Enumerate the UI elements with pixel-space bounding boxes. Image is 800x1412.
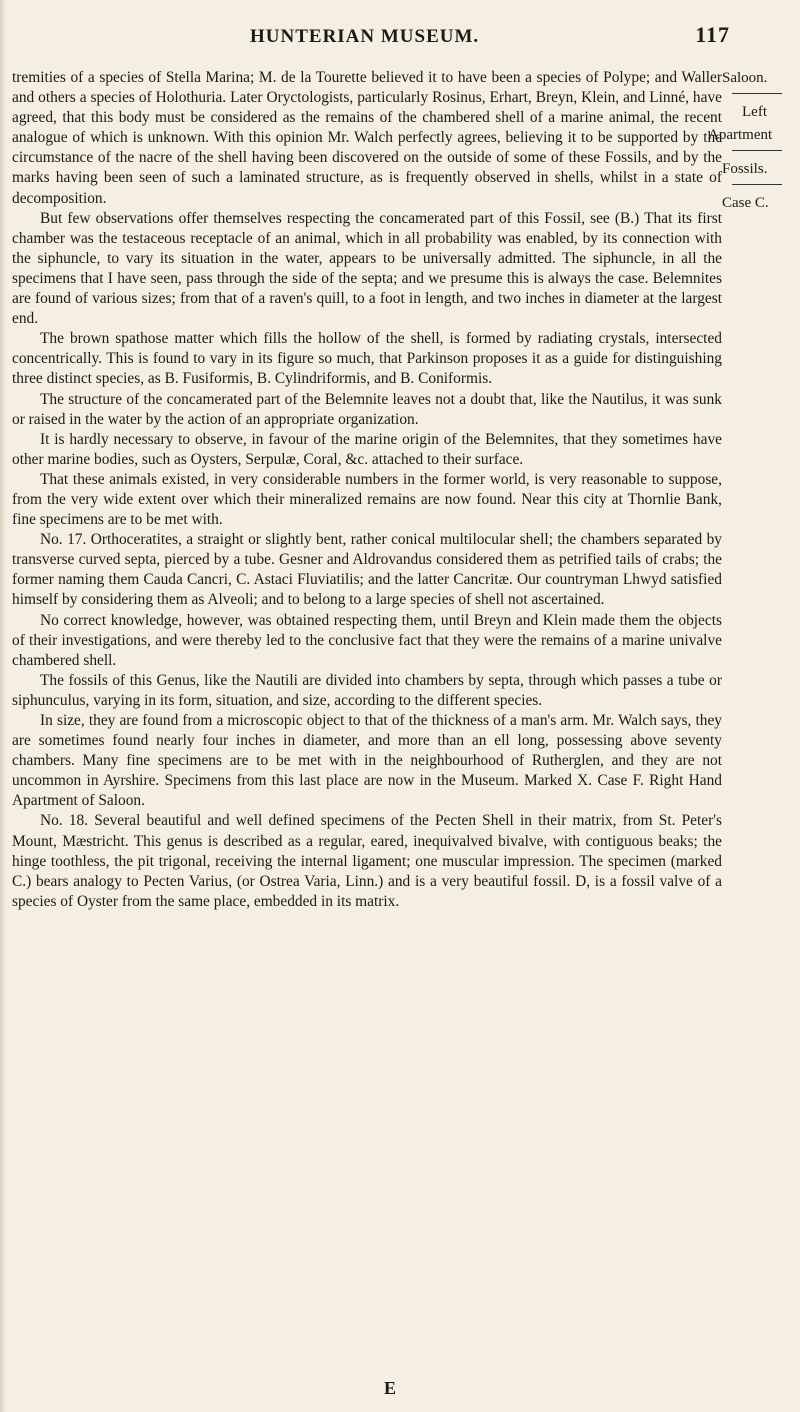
page-gutter-shadow — [0, 0, 6, 1412]
paragraph: No. 17. Orthoceratites, a straight or slightly bent, rather conical multilocular shell; the chambers separated by transverse curved septa, pierced by a tube. Gesner and Aldrovandus considered them as petrified tails of crabs; the former naming them Cauda Cancri, C. Astaci Fluviatilis; and the latter Cancritæ. Our countryman Lhwyd satisfied himself by considering them as Alveoli; and to belong to a large species of shell not ascertained. — [12, 531, 722, 609]
margin-note-apartment: Apartment — [708, 127, 773, 143]
paragraph: tremities of a species of Stella Marina; M. de la Tourette believed it to have been a species of Polype; and Waller and others a species of Holothuria. Later Oryctologists, particularly Rosinus, Erhart, Breyn, Klein, and Linné, have agreed, that this body must be considered as the remains of the chambered shell of a marine animal, the recent analogue of which is unknown. With this opinion Mr. Walch perfectly agrees, believing it to be supported by the circumstance of the nacre of the shell having been discovered on the outside of some of these Fossils, and by the marks having been seen of such a laminated structure, as is frequently observed in shells, whilst in a state of decomposition. — [12, 69, 722, 207]
margin-rule — [732, 184, 782, 185]
running-header — [250, 22, 730, 48]
paragraph: It is hardly necessary to observe, in favour of the marine origin of the Belemnites, that they sometimes have other marine bodies, such as Oysters, Serpulæ, Coral, &c. attached to their surface. — [12, 430, 722, 468]
page-number: 117 — [695, 22, 730, 47]
paragraph: No. 18. Several beautiful and well defined specimens of the Pecten Shell in their matrix, from St. Peter's Mount, Mæstricht. This genus is described as a regular, eared, inequivalved bivalve, with contiguous beaks; the hinge toothless, the pit trigonal, receiving the internal ligament; one muscular impression. The specimen (marked C.) bears analogy to Pecten Varius, (or Ostrea Varia, Linn.) and is a very beautiful fossil. D, is a fossil valve of a species of Oyster from the same place, embedded in its matrix. — [12, 812, 722, 910]
body-text — [12, 68, 722, 912]
signature-mark: E — [384, 1378, 397, 1398]
margin-note-left: Left — [742, 104, 767, 120]
paragraph: The brown spathose matter which fills the hollow of the shell, is formed by radiating crystals, intersected concentrically. This is found to vary in its figure so much, that Parkinson proposes it as a guide for distinguishing three distinct species, as B. Fusiformis, B. Cylindriformis, and B. Coniformis. — [12, 330, 722, 388]
margin-note-saloon: Saloon. — [722, 70, 768, 86]
paragraph: The structure of the concamerated part of the Belemnite leaves not a doubt that, like the Nautilus, it was sunk or raised in the water by the action of an appropriate organization. — [12, 390, 722, 428]
paragraph: The fossils of this Genus, like the Nautili are divided into chambers by septa, through which passes a tube or siphunculus, varying in its form, situation, and size, according to the different species. — [12, 671, 722, 709]
margin-notes — [708, 70, 800, 218]
margin-rule — [732, 93, 782, 94]
running-title: HUNTERIAN MUSEUM. — [250, 26, 480, 47]
paragraph: In size, they are found from a microscopic object to that of the thickness of a man's arm. Mr. Walch says, they are sometimes found nearly four inches in diameter, and more than an ell long, possessing above seventy chambers. Many fine specimens are to be met with in the neighbourhood of Rutherglen, and they are not uncommon in Ayrshire. Specimens from this last place are now in the Museum. Marked X. Case F. Right Hand Apartment of Saloon. — [12, 712, 722, 810]
paragraph: No correct knowledge, however, was obtained respecting them, until Breyn and Klein made them the objects of their investigations, and were thereby led to the conclusive fact that they were the remains of a marine univalve chambered shell. — [12, 611, 722, 669]
margin-rule — [732, 150, 782, 151]
paragraph: But few observations offer themselves respecting the concamerated part of this Fossil, see (B.) That its first chamber was the testaceous receptacle of an animal, which in all probability was enabled, by its connection with the siphuncle, to vary its situation in the water, appears to be universally admitted. The siphuncle, in all the specimens that I have seen, pass through the side of the septa; and we presume this is always the case. Belemnites are found of various sizes; from that of a raven's quill, to a foot in length, and two inches in diameter at the largest end. — [12, 209, 722, 328]
margin-note-case: Case C. — [722, 195, 769, 211]
margin-note-fossils: Fossils. — [722, 161, 768, 177]
paragraph: That these animals existed, in very considerable numbers in the former world, is very reasonable to suppose, from the very wide extent over which their mineralized remains are now found. Near this city at Thornlie Bank, fine specimens are to be met with. — [12, 470, 722, 529]
